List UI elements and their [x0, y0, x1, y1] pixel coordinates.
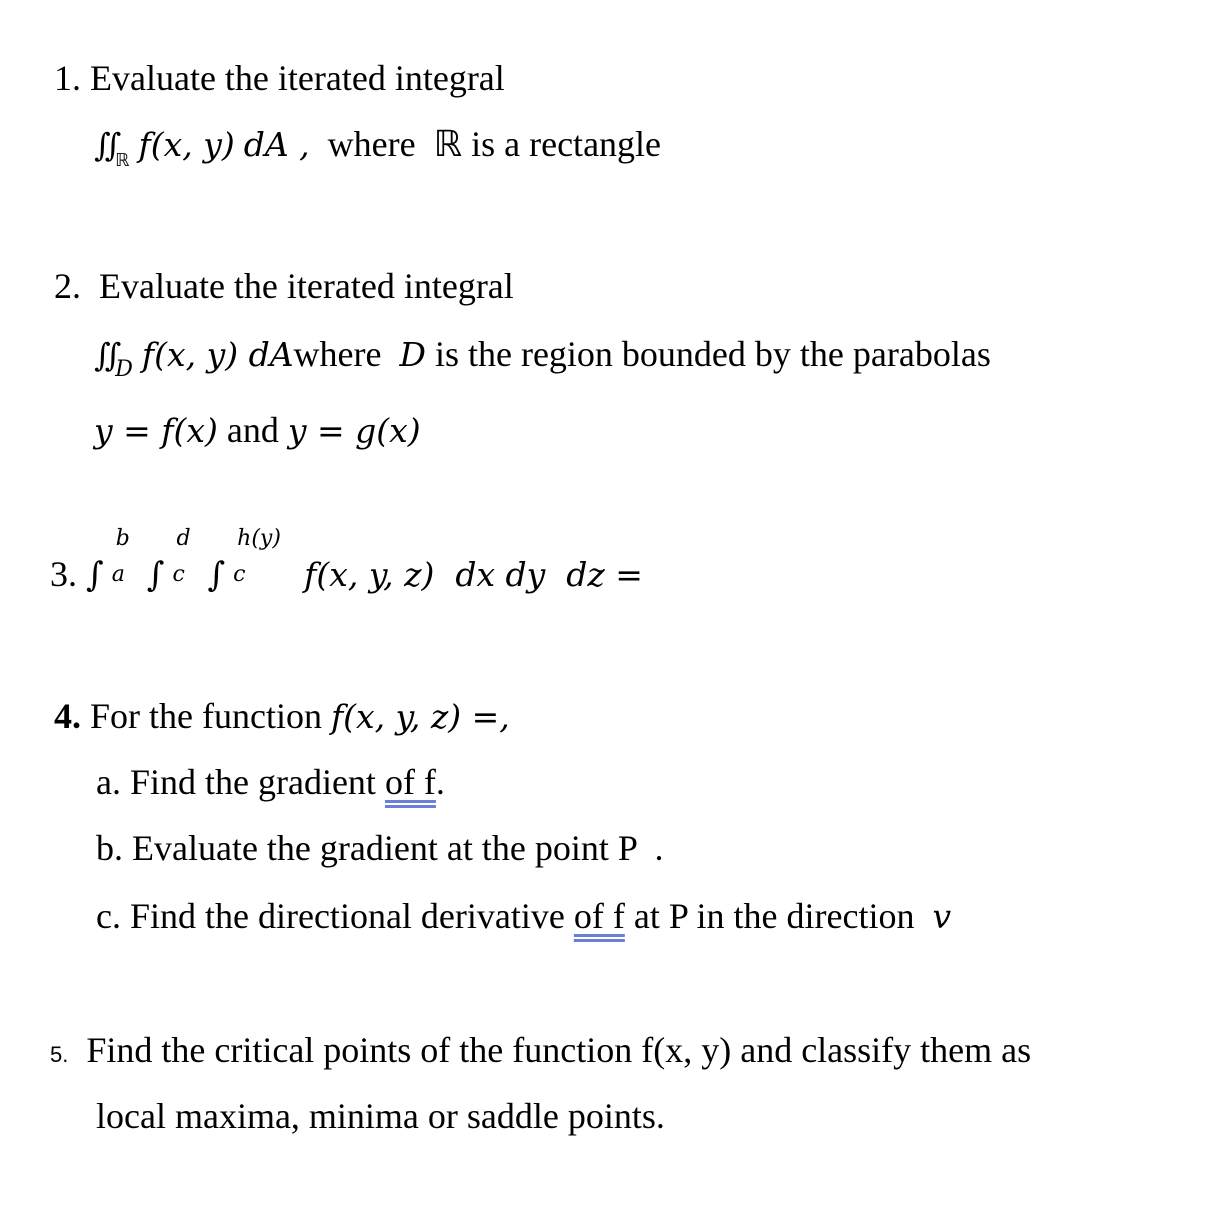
- q1-expression-line: [94, 124, 662, 171]
- q4a-underlined: of f: [384, 762, 436, 802]
- q4c-tail: at P in the direction: [633, 896, 915, 936]
- q3-upper-2: d: [176, 525, 191, 551]
- q1-heading-line: [54, 60, 505, 96]
- q3-integral-3: ∫: [207, 555, 226, 595]
- q5-line-1: [50, 1032, 1031, 1068]
- q2-curve-f: y = f(x): [94, 411, 218, 450]
- q4-function: f(x, y, z) =,: [330, 697, 510, 736]
- q2-curve-g: y = g(x): [287, 411, 421, 450]
- q5-line-2: [96, 1098, 665, 1134]
- q4c-label: c.: [96, 896, 121, 936]
- q3-limits-1: [104, 525, 138, 598]
- q2-heading-line: [54, 268, 514, 304]
- q4a-end: .: [435, 762, 445, 802]
- q4c-vector: v: [932, 897, 952, 936]
- q2-heading: Evaluate the iterated integral: [99, 266, 514, 306]
- q4-line: [54, 698, 510, 734]
- q3-limits-3: [225, 525, 295, 598]
- q4b-line: [96, 830, 664, 866]
- q1-tail: is a rectangle: [471, 124, 662, 164]
- q4b-label: b.: [96, 828, 123, 868]
- q1-where: where: [327, 124, 416, 164]
- q4c-underlined: of f: [573, 896, 625, 936]
- q2-where: where: [293, 334, 382, 374]
- q3-lower-2: c: [172, 561, 185, 587]
- q2-function: f(x, y) dA: [141, 335, 294, 374]
- q5-number: 5.: [50, 1042, 69, 1067]
- q2-region: D: [399, 335, 426, 374]
- q1-region-subscript: ℝ: [115, 150, 130, 171]
- q4-text: For the function: [90, 696, 322, 736]
- q3-integral-2: ∫: [146, 555, 165, 595]
- q1-heading: Evaluate the iterated integral: [90, 58, 505, 98]
- q3-upper-1: b: [115, 525, 130, 551]
- q5-text-2: local maxima, minima or saddle points.: [96, 1096, 665, 1136]
- q4c-line: [96, 898, 951, 934]
- q2-double-integral: ∬: [94, 336, 116, 374]
- q4a-text: Find the gradient: [129, 762, 376, 802]
- q2-number: 2.: [54, 266, 81, 306]
- q2-curves-line: [94, 412, 421, 448]
- q3-lower-3: c: [233, 561, 246, 587]
- q1-function: f(x, y): [138, 125, 235, 164]
- q4a-line: [96, 764, 445, 800]
- q3-limits-2: [164, 525, 198, 598]
- q3-lower-1: a: [111, 561, 125, 587]
- q2-region-subscript: D: [115, 357, 133, 382]
- q4b-text: Evaluate the gradient at the point P .: [132, 828, 664, 868]
- q2-expression-line: [94, 334, 991, 382]
- q5-text-1: Find the critical points of the function f(x, y) and classify them as: [86, 1030, 1032, 1070]
- q2-tail: is the region bounded by the parabolas: [434, 334, 991, 374]
- q1-number: 1.: [54, 58, 81, 98]
- q1-double-integral: ∬: [94, 126, 116, 164]
- q3-upper-3: h(y): [237, 525, 281, 551]
- q4-number: 4.: [54, 696, 81, 736]
- q1-region: ℝ: [433, 124, 463, 165]
- q4c-text: Find the directional derivative: [129, 896, 565, 936]
- q3-integral-1: ∫: [86, 555, 104, 595]
- q4a-label: a.: [96, 762, 121, 802]
- q2-and: and: [226, 410, 279, 450]
- q1-differential: dA ,: [243, 125, 310, 164]
- q3-number: 3.: [50, 554, 77, 594]
- q3-integrand: f(x, y, z) dx dy dz =: [304, 555, 643, 594]
- q3-line: [50, 525, 643, 598]
